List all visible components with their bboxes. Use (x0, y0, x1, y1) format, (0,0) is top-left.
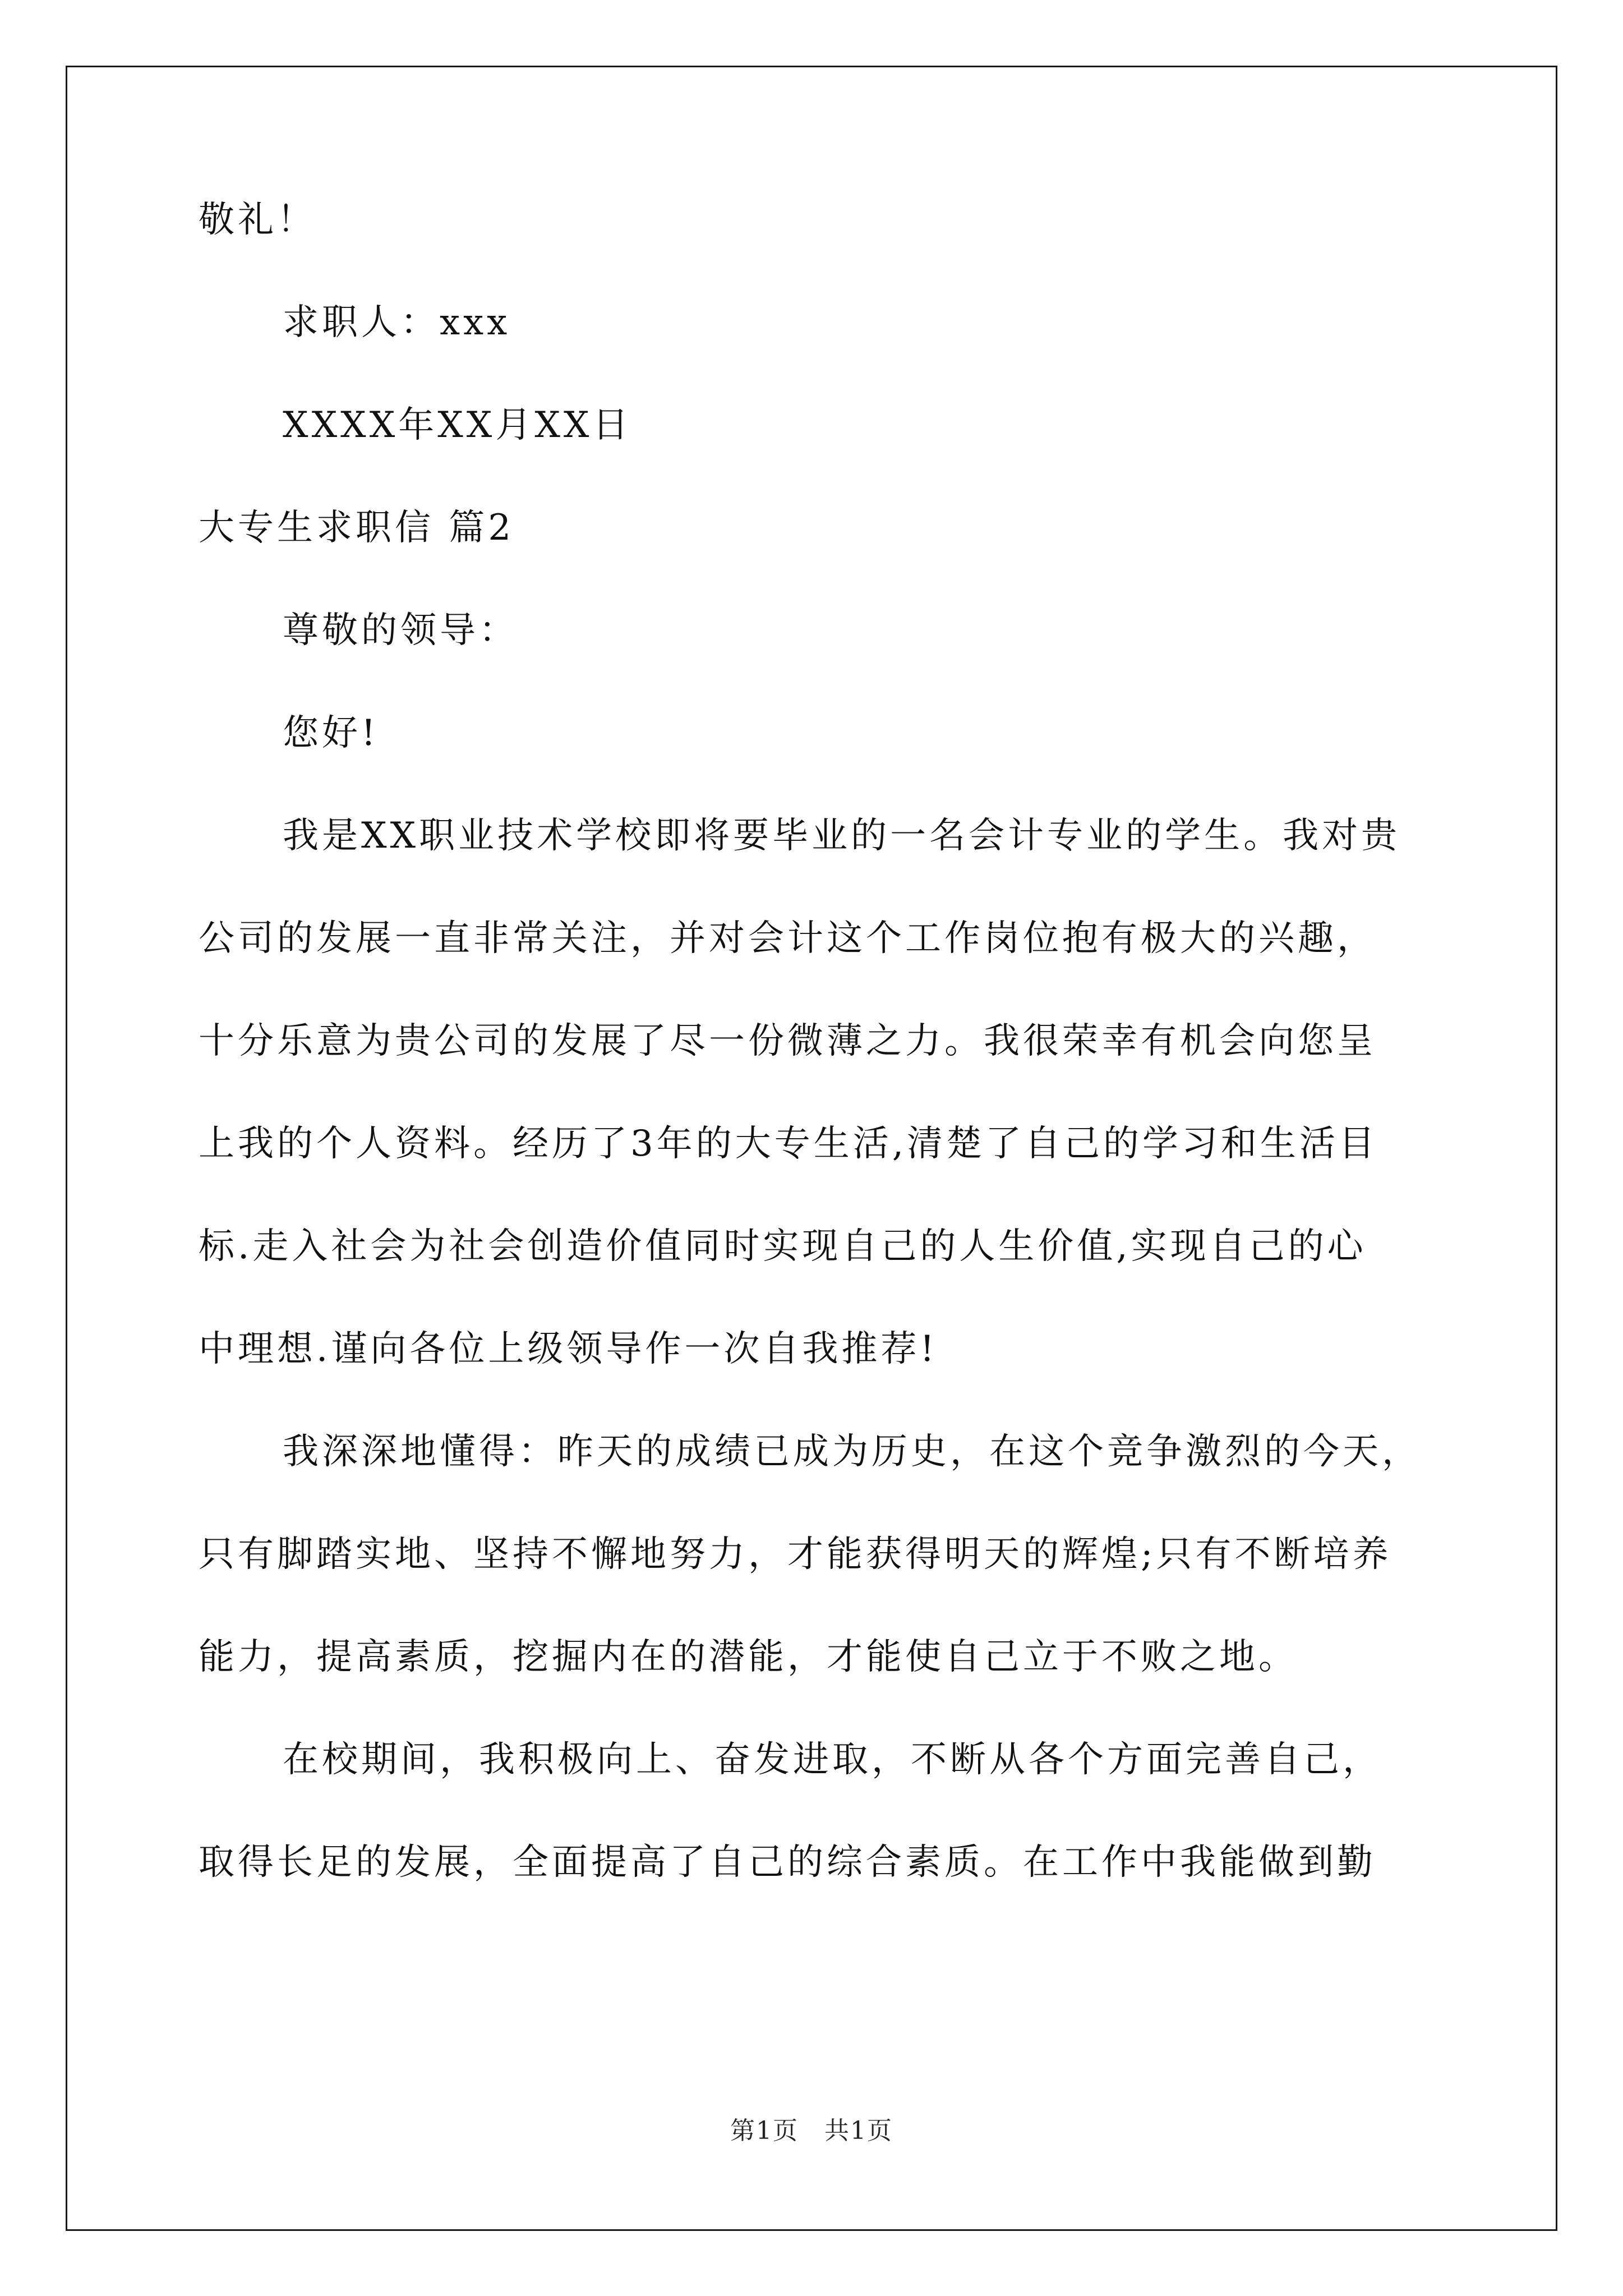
paragraph-line: 中理想.谨向各位上级领导作一次自我推荐! (199, 1328, 938, 1370)
section-title: 大专生求职信 篇2 (199, 507, 515, 549)
greeting-line: 您好! (283, 712, 379, 754)
closing-line: 敬礼！ (199, 199, 316, 241)
salutation-line: 尊敬的领导： (283, 610, 518, 651)
paragraph-line: 公司的发展一直非常关注，并对会计这个工作岗位抱有极大的兴趣， (199, 918, 1376, 959)
paragraph-line: 标.走入社会为社会创造价值同时实现自己的人生价值,实现自己的心 (199, 1226, 1367, 1267)
applicant-line: 求职人：xxx (283, 302, 511, 343)
paragraph-line: 在校期间，我积极向上、奋发进取，不断从各个方面完善自己， (283, 1739, 1382, 1780)
date-line: XXXX年XX月XX日 (283, 404, 632, 446)
paragraph-line: 十分乐意为贵公司的发展了尽一份微薄之力。我很荣幸有机会向您呈 (199, 1020, 1376, 1062)
paragraph-line: 取得长足的发展，全面提高了自己的综合素质。在工作中我能做到勤 (199, 1842, 1376, 1883)
paragraph-line: 能力，提高素质，挖掘内在的潜能，才能使自己立于不败之地。 (199, 1636, 1298, 1678)
paragraph-line: 只有脚踏实地、坚持不懈地努力，才能获得明天的辉煌;只有不断培养 (199, 1534, 1392, 1575)
paragraph-line: 我深深地懂得：昨天的成绩已成为历史，在这个竞争激烈的今天， (283, 1431, 1421, 1473)
paragraph-line: 上我的个人资料。经历了3年的大专生活,清楚了自己的学习和生活目 (199, 1123, 1378, 1165)
paragraph-line: 我是XX职业技术学校即将要毕业的一名会计专业的学生。我对贵 (283, 815, 1401, 857)
page-footer: 第1页 共1页 (730, 2116, 893, 2145)
